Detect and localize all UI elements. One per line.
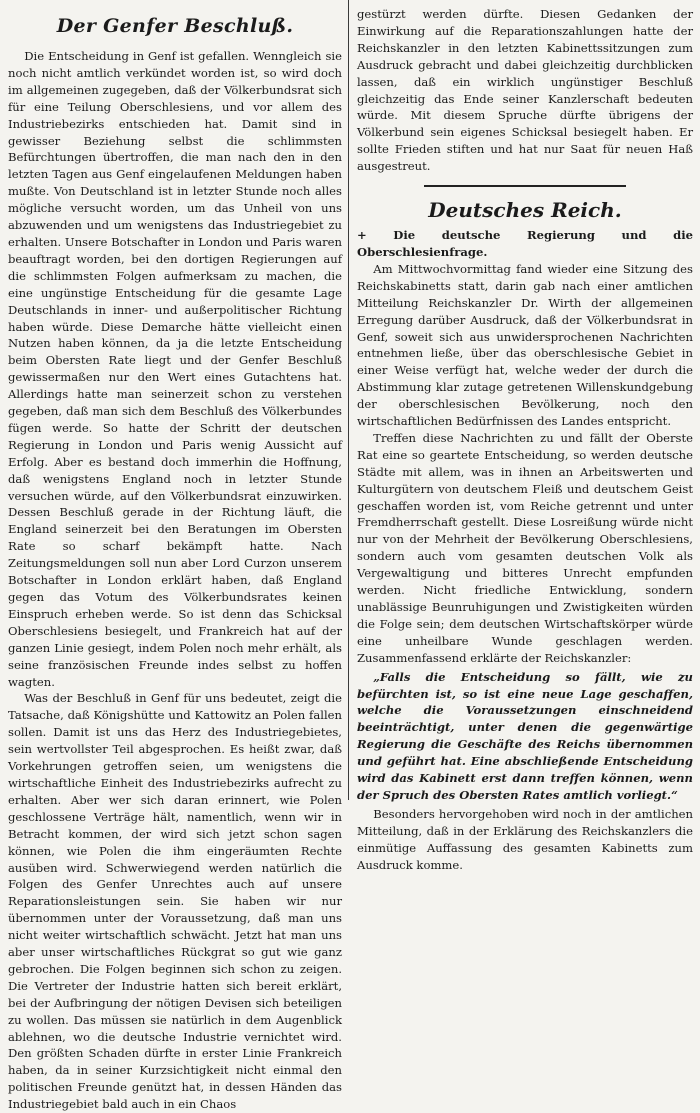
closing-paragraph: Besonders hervorgehoben wird noch in der amtlichen Mitteilung, daß in der Erklärung des Reichskanzlers die einmütige Auffassung des gesamten Kabinetts zum Ausdruck komme. [357,806,693,872]
section-title: Deutsches Reich. [428,198,622,223]
section-rule [424,185,626,187]
article-paragraph: Die Entscheidung in Genf ist gefallen. Wenngleich sie noch nicht amtlich verkündet worden ist, so wird doch im allgemeinen zugegeben, daß der Völkerbundsrat sich für eine Teilung Oberschlesiens, und vor allem des Industriebezirks entschieden hat. Damit sind in gewisser Beziehung selbst die schlimmsten Befürchtungen übertroffen, die man nach den in den letzten Tagen aus Genf eingelaufenen Meldungen haben mußte. Von Deutschland ist in letzter Stunde noch alles mögliche versucht worden, um das Unheil von uns abzuwenden und um wenigstens das Industriegebiet zu erhalten. Unsere Botschafter in London und Paris waren beauftragt worden, bei den dortigen Regierungen auf die schlimmsten Folgen aufmerksam zu machen, die eine ungünstige Entscheidung für die gesamte Lage Deutschlands in inner- und außerpolitischer Richtung haben würde. Diese Demarche hätte vielleicht einen Nutzen haben können, da ja die letzte Entscheidung beim Obersten Rate liegt und der Genfer Beschluß gewissermaßen nur den Wert eines Gutachtens hat. Allerdings hatte man seinerzeit schon zu verstehen gegeben, daß man sich dem Beschluß des Völkerbundes fügen werde. So hatte der Schritt der deutschen Regierung in London und Paris wenig Aussicht auf Erfolg. Aber es bestand doch immerhin die Hoffnung, daß wenigstens England noch in letzter Stunde versuchen würde, auf den Völkerbundsrat einzuwirken. Dessen Beschluß gerade in der Richtung läuft, die England seinerzeit bei den Beratungen im Obersten Rate so scharf bekämpft hatte. Nach Zeitungsmeldungen soll nun aber Lord Curzon unserem Botschafter in London erklärt haben, daß England gegen das Votum des Völkerbundsrates keinen Einspruch erheben werde. So ist denn das Schicksal Oberschlesiens besiegelt, und Frankreich hat auf der ganzen Linie gesiegt, indem Polen noch mehr erhält, als seine französischen Freunde indes selbst zu hoffen wagten. [8,49,342,689]
headline: Der Genfer Beschluß. [56,15,294,37]
continued-text: gestürzt werden dürfte. Diesen Gedanken der Einwirkung auf die Reparationszahlungen hatte der Reichskanzler in den letzten Kabinettssitzungen zum Ausdruck gebracht und dabei gleichzeitig durchblicken lassen, daß ein wirklich ungünstiger Beschluß gleichzeitig das Ende seiner Kanzlerschaft bedeuten würde. Mit diesem Spruche dürfte übrigens der Völkerbund sein eigenes Schicksal besiegelt haben. Er sollte Frieden stiften und hat nur Saat für neuen Haß ausgestreut. [357,7,693,174]
left-column [8,6,342,1112]
article-subheading: + Die deutsche Regierung und die Oberschlesienfrage. [357,228,693,259]
column-divider [348,0,349,800]
article-paragraph: Treffen diese Nachrichten zu und fällt der Oberste Rat eine so geartete Entscheidung, so werden deutsche Städte mit allem, was in ihnen an Arbeitswerten und Kulturgütern von deutschem Fleiß und deutschem Geist geschaffen worden ist, vom Reiche getrennt und unter Fremdherrschaft gestellt. Diese Losreißung würde nicht nur von der Mehrheit der Bevölkerung Oberschlesiens, sondern auch vom gesamten deutschen Volk als Vergewaltigung und bitteres Unrecht empfunden werden. Nicht friedliche Entwicklung, sondern unablässige Beunruhigungen und Zwistigkeiten würden die Folge sein; dem deutschen Wirtschaftskörper würde eine unheilbare Wunde geschlagen werden. Zusammenfassend erklärte der Reichskanzler: [357,430,693,665]
quoted-statement: „Falls die Entscheidung so fällt, wie zu befürchten ist, so ist eine neue Lage geschaffen, welche die Voraussetzungen einschneidend beeinträchtigt, unter denen die gegenwärtige Regierung die Geschäfte des Reichs übernommen und geführt hat. Eine abschließende Entscheidung wird das Kabinett erst dann treffen können, wenn der Spruch des Obersten Rates amtlich vorliegt.“ [357,669,693,802]
article-paragraph: Was der Beschluß in Genf für uns bedeutet, zeigt die Tatsache, daß Königshütte und Kattowitz an Polen fallen sollen. Damit ist uns das Herz des Industriegebietes, sein wertvollster Teil abgesprochen. Es heißt zwar, daß Vorkehrungen getroffen seien, um wenigstens die wirtschaftliche Einheit des Industriebezirks aufrecht zu erhalten. Aber wer sich daran erinnert, wie Polen geschlossene Verträge hält, namentlich, wenn wir in Betracht kommen, der wird sich jetzt schon sagen können, wie Polen die ihm eingeräumten Rechte ausüben wird. Schwerwiegend werden natürlich die Folgen des Genfer Unrechtes auch auf unsere Reparationsleistungen sein. Sie haben wir nur übernommen unter der Voraussetzung, daß man uns nicht weiter wirtschaftlich schwächt. Jetzt hat man uns aber unser wirtschaftliches Rückgrat so gut wie ganz gebrochen. Die Folgen beginnen sich schon zu zeigen. Die Vertreter der Industrie hatten sich bereit erklärt, bei der Aufbringung der nötigen Devisen sich beteiligen zu wollen. Das müssen sie natürlich in dem Augenblick ablehnen, wo die deutsche Industrie vernichtet wird. Den größten Schaden dürfte in erster Linie Frankreich haben, da in seiner Kurzsichtigkeit nicht einmal den politischen Freunde genützt hat, in dessen Händen das Industriegebiet bald auch in ein Chaos [8,691,342,1112]
right-column [357,6,693,872]
article-paragraph: Am Mittwochvormittag fand wieder eine Sitzung des Reichskabinetts statt, darin gab nach einer amtlichen Mitteilung Reichskanzler Dr. Wirth der allgemeinen Erregung darüber Ausdruck, daß der Völkerbundsrat in Genf, soweit sich aus unwidersprochenen Nachrichten entnehmen ließe, über das oberschlesische Gebiet in einer Weise verfügt hat, welche weder der durch die Abstimmung klar zutage getretenen Willenskundgebung der oberschlesischen Bevölkerung, noch den wirtschaftlichen Bedürfnissen des Landes entspricht. [357,261,693,429]
